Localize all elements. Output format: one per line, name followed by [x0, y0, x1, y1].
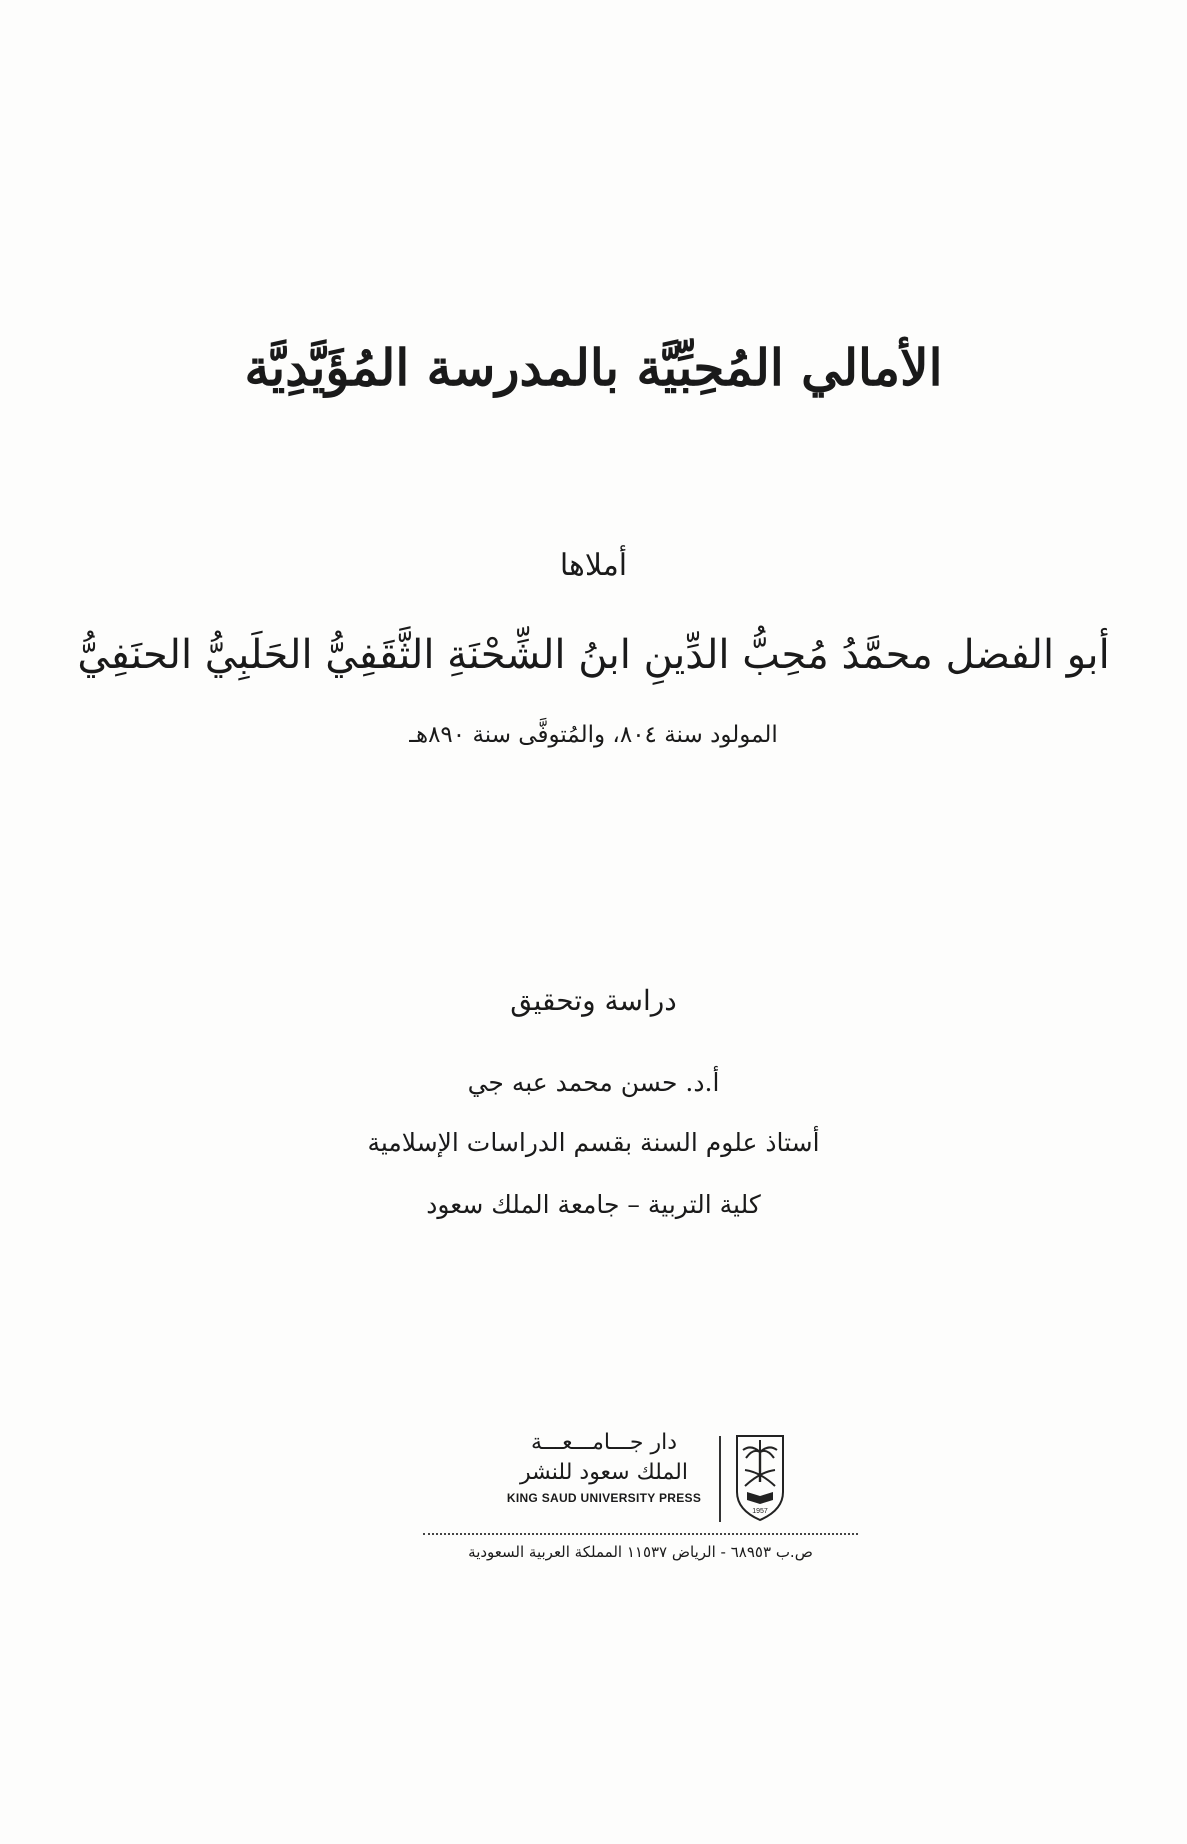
- emblem-year: 1957: [752, 1508, 768, 1515]
- book-title: الأمالي المُحِبِّيَّة بالمدرسة المُؤَيَّدِيَّة: [244, 338, 943, 397]
- editor-college: كلية التربية – جامعة الملك سعود: [426, 1190, 761, 1219]
- author-dates: المولود سنة ٨٠٤، والمُتوفَّى سنة ٨٩٠هـ: [409, 722, 778, 748]
- publisher-logo: [497, 1428, 793, 1528]
- study-label: دراسة وتحقيق: [510, 984, 677, 1017]
- publisher-divider: [719, 1436, 721, 1522]
- publisher-line-2: الملك سعود للنشر: [520, 1460, 688, 1485]
- editor-name: أ.د. حسن محمد عبه جي: [467, 1068, 720, 1097]
- publisher-english: KING SAUD UNIVERSITY PRESS: [506, 1491, 702, 1505]
- editor-position: أستاذ علوم السنة بقسم الدراسات الإسلامية: [367, 1128, 820, 1157]
- publisher-line-1: دار جـــامـــعـــة: [530, 1430, 678, 1455]
- publisher-text: [497, 1428, 711, 1508]
- author-name: أبو الفضل محمَّدُ مُحِبُّ الدِّينِ ابنُ الشِّحْنَةِ الثَّقَفِيُّ الحَلَبِيُّ الحنَفِيُّ: [77, 632, 1110, 678]
- address-divider: [423, 1533, 858, 1535]
- dictated-by-label: أملاها: [559, 548, 628, 583]
- publisher-address: ص.ب ٦٨٩٥٣ - الرياض ١١٥٣٧ المملكة العربية السعودية: [468, 1543, 813, 1561]
- palm-swords-emblem-icon: [733, 1430, 787, 1522]
